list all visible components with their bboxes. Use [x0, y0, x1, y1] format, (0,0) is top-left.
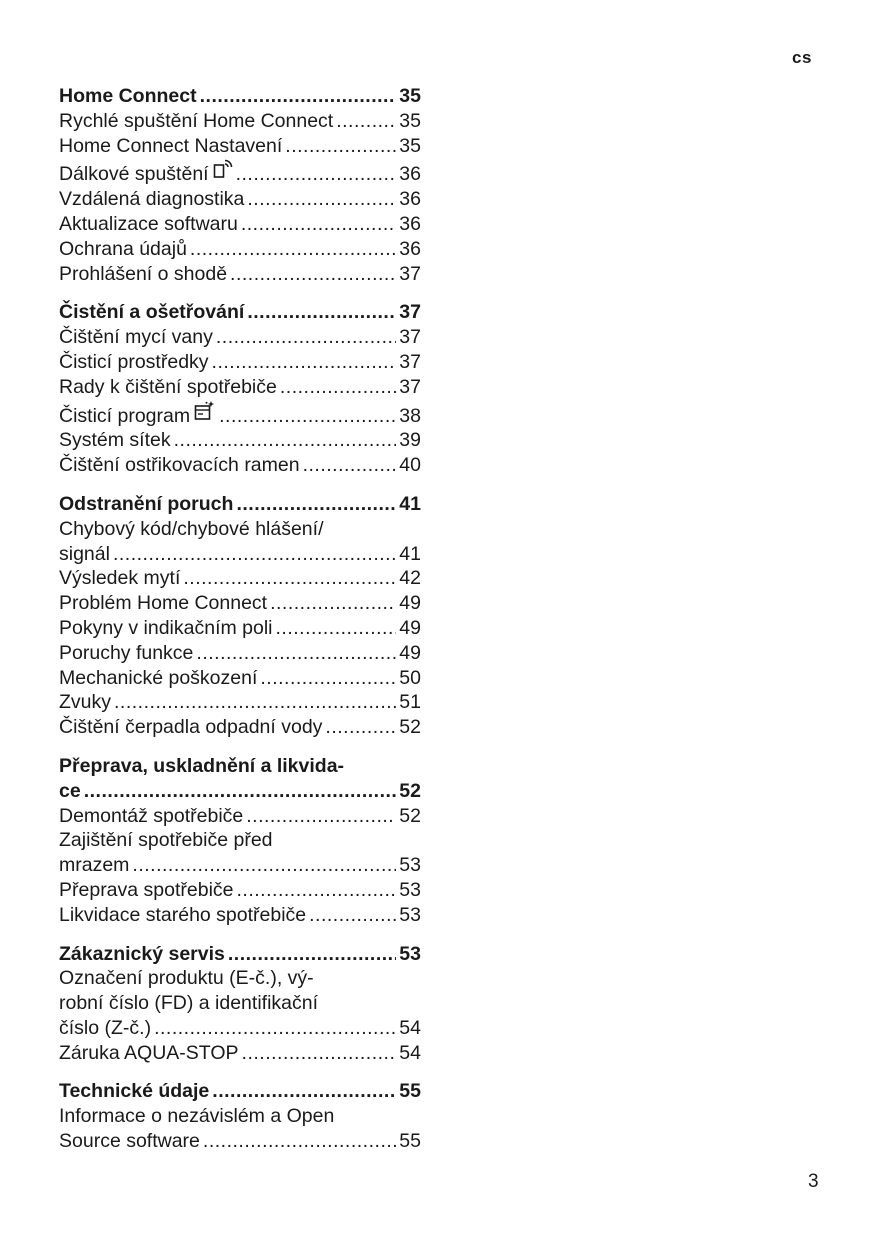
entry-page: 42: [399, 567, 421, 590]
entry-title: Čisticí program: [59, 404, 191, 427]
entry-title: Pokyny v indikačním poli: [59, 616, 273, 639]
dot-leader: [174, 428, 397, 453]
section-page: 35: [399, 85, 421, 107]
section-page: 52: [399, 779, 421, 802]
dot-leader: [280, 375, 396, 400]
toc-entry: [59, 666, 421, 691]
language-code: cs: [792, 48, 812, 67]
dot-leader: [114, 690, 396, 715]
entry-page: 36: [399, 212, 421, 235]
toc-entry: [59, 109, 421, 134]
entry-page: 37: [399, 262, 421, 285]
toc-entry: [59, 134, 421, 159]
remote-start-icon: [213, 158, 233, 187]
entry-title: Problém Home Connect: [59, 592, 268, 615]
entry-page: 37: [399, 326, 421, 349]
section-heading: [59, 84, 421, 109]
entry-page: 55: [399, 1130, 421, 1153]
entry-title: Čisticí prostředky: [59, 350, 209, 373]
dot-leader: [241, 212, 396, 237]
toc-entry: [59, 375, 421, 400]
entry-title: Rychlé spuštění Home Connect: [59, 109, 334, 132]
dot-leader: [247, 187, 396, 212]
section-heading: [59, 779, 421, 804]
entry-page: 41: [399, 542, 421, 565]
entry-title: Poruchy funkce: [59, 641, 194, 664]
toc-section: [59, 754, 421, 928]
entry-page: 35: [399, 134, 421, 157]
entry-page: 40: [399, 454, 421, 477]
section-heading: [59, 492, 421, 517]
entry-page: 35: [399, 109, 421, 132]
toc-entry: [59, 325, 421, 350]
toc-entry: [59, 428, 421, 453]
toc-entry: [59, 715, 421, 740]
dot-leader: [190, 237, 396, 262]
toc-section: [59, 300, 421, 478]
entry-title: Systém sítek: [59, 429, 171, 452]
dot-leader: [219, 404, 396, 429]
entry-title: Aktualizace softwaru: [59, 212, 238, 235]
dot-leader: [246, 804, 396, 829]
toc-entry: [59, 641, 421, 666]
toc-entry: [59, 903, 421, 928]
entry-page: 54: [399, 1016, 421, 1039]
entry-page: 49: [399, 641, 421, 664]
section-heading: [59, 300, 421, 325]
entry-title: Výsledek mytí: [59, 567, 181, 590]
section-page: 41: [399, 492, 421, 515]
entry-text-line: Zajištění spotřebiče před: [59, 829, 273, 852]
toc-entry: [59, 400, 421, 429]
entry-page: 37: [399, 350, 421, 373]
toc-entry: [59, 187, 421, 212]
toc-entry: [59, 1041, 421, 1066]
toc-entry: [59, 616, 421, 641]
entry-page: 49: [399, 616, 421, 639]
dot-leader: [212, 1079, 396, 1104]
dot-leader: [132, 853, 396, 878]
section-page: 53: [399, 942, 421, 965]
entry-page: 51: [399, 691, 421, 714]
section-title: ce: [59, 779, 81, 802]
dot-leader: [285, 134, 396, 159]
cleaning-program-icon: [194, 400, 216, 429]
section-title: Zákaznický servis: [59, 942, 225, 965]
dot-leader: [212, 350, 397, 375]
entry-page: 50: [399, 666, 421, 689]
page-number: 3: [808, 1171, 819, 1192]
dot-leader: [270, 591, 396, 616]
entry-text-line: Chybový kód/chybové hlášení/: [59, 517, 324, 540]
toc-section: [59, 492, 421, 740]
section-heading: [59, 942, 421, 967]
entry-page: 36: [399, 237, 421, 260]
entry-title: Mechanické poškození: [59, 666, 258, 689]
dot-leader: [84, 779, 397, 804]
toc-entry: [59, 804, 421, 829]
entry-text-line: Informace o nezávislém a Open: [59, 1105, 335, 1128]
section-heading: [59, 1079, 421, 1104]
toc-entry: [59, 262, 421, 287]
entry-title: Demontáž spotřebiče: [59, 804, 244, 827]
toc-section: [59, 1079, 421, 1153]
entry-title: Source software: [59, 1130, 200, 1153]
dot-leader: [196, 641, 396, 666]
dot-leader: [236, 492, 396, 517]
dot-leader: [242, 1041, 397, 1066]
entry-page: 37: [399, 375, 421, 398]
entry-text-line: Označení produktu (E-č.), vý-: [59, 967, 314, 990]
entry-title: Přeprava spotřebiče: [59, 878, 234, 901]
section-page: 55: [399, 1080, 421, 1103]
entry-title: číslo (Z-č.): [59, 1016, 152, 1039]
entry-page: 53: [399, 903, 421, 926]
toc-entry: [59, 690, 421, 715]
dot-leader: [260, 666, 396, 691]
dot-leader: [230, 262, 396, 287]
entry-page: 39: [399, 429, 421, 452]
section-title: Čistění a ošetřování: [59, 301, 245, 324]
entry-title: Čištění mycí vany: [59, 326, 213, 349]
entry-title: Rady k čištění spotřebiče: [59, 375, 277, 398]
entry-title: Zvuky: [59, 691, 112, 714]
entry-title: Záruka AQUA-STOP: [59, 1041, 239, 1064]
entry-title: Čištění čerpadla odpadní vody: [59, 716, 323, 739]
dot-leader: [203, 1129, 396, 1154]
entry-title: Vzdálená diagnostika: [59, 188, 245, 211]
table-of-contents: [59, 84, 421, 1168]
dot-leader: [303, 453, 397, 478]
entry-text-line: robní číslo (FD) a identifikační: [59, 992, 319, 1015]
dot-leader: [237, 878, 397, 903]
toc-entry: [59, 1129, 421, 1154]
entry-page: 38: [399, 404, 421, 427]
dot-leader: [247, 300, 396, 325]
section-title: Odstranění poruch: [59, 492, 234, 515]
dot-leader: [236, 162, 397, 187]
toc-entry: [59, 853, 421, 878]
entry-title: signál: [59, 542, 110, 565]
toc-entry: [59, 878, 421, 903]
entry-title: Home Connect Nastavení: [59, 134, 283, 157]
toc-entry: [59, 453, 421, 478]
entry-title: Dálkové spuštění: [59, 163, 209, 186]
toc-entry: [59, 1016, 421, 1041]
entry-page: 36: [399, 188, 421, 211]
dot-leader: [216, 325, 396, 350]
dot-leader: [200, 84, 397, 109]
toc-entry: [59, 566, 421, 591]
toc-section: [59, 84, 421, 286]
toc-entry: [59, 158, 421, 187]
entry-page: 53: [399, 854, 421, 877]
section-title-line: Přeprava, uskladnění a likvida-: [59, 754, 345, 777]
dot-leader: [154, 1016, 396, 1041]
entry-title: Prohlášení o shodě: [59, 262, 228, 285]
entry-title: Čištění ostřikovacích ramen: [59, 454, 300, 477]
dot-leader: [276, 616, 397, 641]
toc-entry: [59, 350, 421, 375]
section-title: Technické údaje: [59, 1080, 210, 1103]
entry-page: 49: [399, 592, 421, 615]
dot-leader: [228, 942, 396, 967]
toc-entry: [59, 591, 421, 616]
dot-leader: [325, 715, 396, 740]
entry-title: Ochrana údajů: [59, 237, 187, 260]
toc-entry: [59, 237, 421, 262]
dot-leader: [183, 566, 396, 591]
dot-leader: [336, 109, 396, 134]
toc-entry: [59, 212, 421, 237]
entry-page: 36: [399, 163, 421, 186]
toc-section: [59, 942, 421, 1066]
entry-page: 53: [399, 878, 421, 901]
dot-leader: [113, 542, 396, 567]
section-page: 37: [399, 301, 421, 324]
section-title: Home Connect: [59, 85, 197, 107]
entry-title: Likvidace starého spotřebiče: [59, 903, 307, 926]
toc-entry: [59, 542, 421, 567]
entry-page: 52: [399, 716, 421, 739]
entry-page: 52: [399, 804, 421, 827]
dot-leader: [309, 903, 396, 928]
entry-title: mrazem: [59, 854, 130, 877]
entry-page: 54: [399, 1041, 421, 1064]
